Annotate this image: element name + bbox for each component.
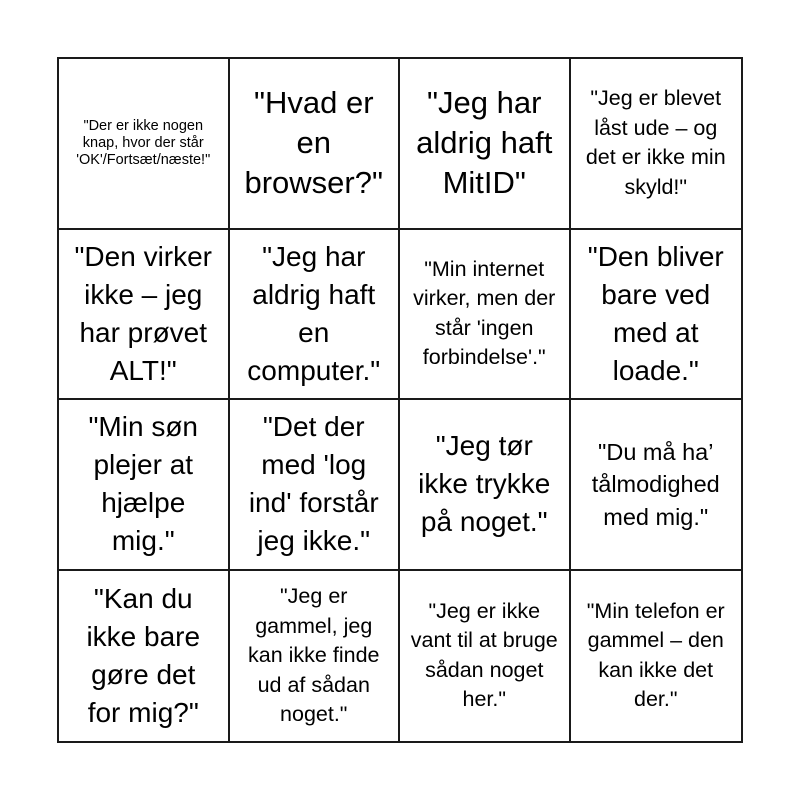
cell-text: "Jeg har aldrig haft en computer." [247,240,381,386]
bingo-cell[interactable] [571,571,742,742]
cell-text: "Det der med 'log ind' forstår jeg ikke." [248,411,379,557]
cell-text: "Jeg er ikke vant til at bruge sådan noget her." [410,598,558,712]
bingo-cell[interactable] [400,59,571,230]
cell-text: "Min internet virker, men der står 'ingen forbindelse'." [413,256,556,370]
bingo-cell[interactable] [230,59,401,230]
bingo-cell[interactable] [59,59,230,230]
bingo-board [57,57,743,743]
cell-text: "Der er ikke nogen knap, hvor der står 'OK'/Fortsæt/næste!" [76,117,211,168]
cell-text: "Min telefon er gammel – den kan ikke det der." [586,598,725,712]
cell-text: "Den bliver bare ved med at loade." [587,240,724,386]
bingo-cell[interactable] [571,400,742,571]
cell-text: "Den virker ikke – jeg har prøvet ALT!" [74,240,213,386]
cell-text: "Jeg er blevet låst ude – og det er ikke min skyld!" [585,86,726,199]
bingo-cell[interactable] [400,571,571,742]
bingo-cell[interactable] [571,230,742,401]
cell-text: "Kan du ikke bare gøre det for mig?" [86,582,201,728]
bingo-cell[interactable] [230,230,401,401]
cell-text: "Jeg tør ikke trykke på noget." [418,430,551,538]
bingo-cell[interactable] [230,400,401,571]
bingo-cell[interactable] [400,230,571,401]
cell-text: "Jeg er gammel, jeg kan ikke finde ud af sådan noget." [248,584,380,726]
bingo-cell[interactable] [59,400,230,571]
cell-text: "Hvad er en browser?" [244,85,383,201]
bingo-cell[interactable] [59,571,230,742]
cell-text: "Jeg har aldrig haft MitID" [416,85,553,201]
bingo-cell[interactable] [230,571,401,742]
bingo-cell[interactable] [400,400,571,571]
cell-text: "Du må ha’ tålmodighed med mig." [591,438,720,530]
bingo-cell[interactable] [571,59,742,230]
cell-text: "Min søn plejer at hjælpe mig." [88,411,198,557]
bingo-cell[interactable] [59,230,230,401]
